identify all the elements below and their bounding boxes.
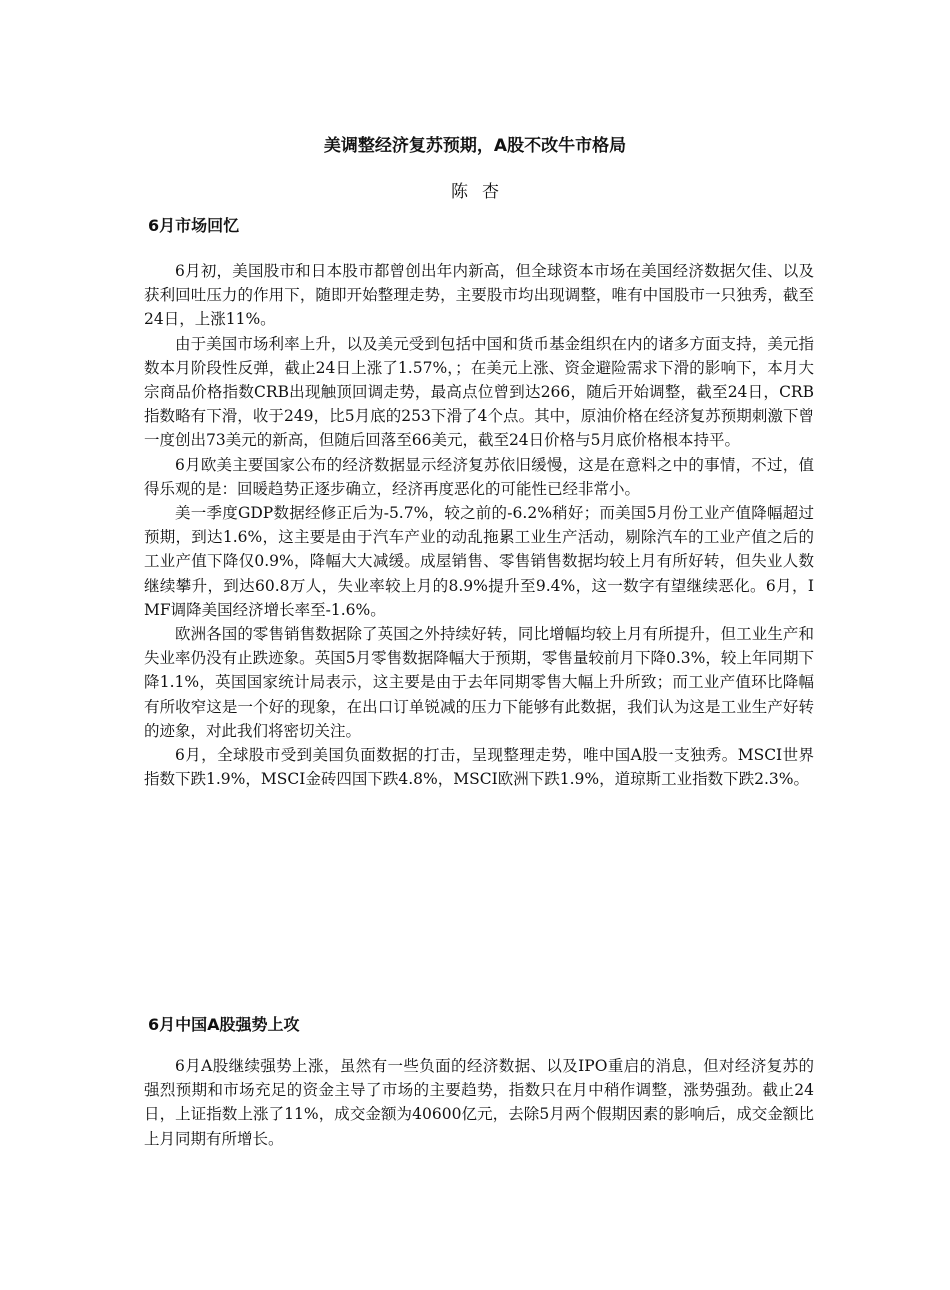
paragraph: 欧洲各国的零售销售数据除了英国之外持续好转，同比增幅均较上月有所提升，但工业生产和失业率仍没有止跌迹象。英国5月零售数据降幅大于预期，零售量较前月下降0.3%，较上年同期下降1.1%，英国国家统计局表示，这主要是由于去年同期零售大幅上升所致；而工业产值环比降幅有所收窄这是一个好的现象，在出口订单锐减的压力下能够有此数据，我们认为这是工业生产好转的迹象，对此我们将密切关注。 xyxy=(144,625,814,740)
paragraph: 6月欧美主要国家公布的经济数据显示经济复苏依旧缓慢，这是在意料之中的事情，不过，值得乐观的是：回暖趋势正逐步确立，经济再度恶化的可能性已经非常小。 xyxy=(144,455,814,498)
paragraph: 6月初，美国股市和日本股市都曾创出年内新高，但全球资本市场在美国经济数据欠佳、以及获利回吐压力的作用下，随即开始整理走势，主要股市均出现调整，唯有中国股市一只独秀，截至24日，上涨11%。 xyxy=(144,262,814,329)
document-author: 陈杏 xyxy=(451,182,513,202)
paragraph: 6月，全球股市受到美国负面数据的打击，呈现整理走势，唯中国A股一支独秀。MSCI世界指数下跌1.9%，MSCI金砖四国下跌4.8%，MSCI欧洲下跌1.9%，道琼斯工业指数下跌2.3%。 xyxy=(144,746,814,789)
paragraph: 美一季度GDP数据经修正后为-5.7%，较之前的-6.2%稍好；而美国5月份工业产值降幅超过预期，到达1.6%，这主要是由于汽车产业的动乱拖累工业生产活动，剔除汽车的工业产值之后的工业产值下降仅0.9%，降幅大大减缓。成屋销售、零售销售数据均较上月有所好转，但失业人数继续攀升，到达60.8万人，失业率较上月的8.9%提升至9.4%，这一数字有望继续恶化。6月，IMF调降美国经济增长率至-1.6%。 xyxy=(144,504,814,619)
paragraph: 6月A股继续强势上涨，虽然有一些负面的经济数据、以及IPO重启的消息，但对经济复苏的强烈预期和市场充足的资金主导了市场的主要趋势，指数只在月中稍作调整，涨势强劲。截止24日，上证指数上涨了11%，成交金额为40600亿元，去除5月两个假期因素的影响后，成交金额比上月同期有所增长。 xyxy=(144,1057,814,1148)
paragraph: 由于美国市场利率上升，以及美元受到包括中国和货币基金组织在内的诸多方面支持，美元指数本月阶段性反弹，截止24日上涨了1.57%，；在美元上涨、资金避险需求下滑的影响下，本月大宗商品价格指数CRB出现触顶回调走势，最高点位曾到达266，随后开始调整，截至24日，CRB指数略有下滑，收于249，比5月底的253下滑了4个点。其中，原油价格在经济复苏预期刺激下曾一度创出73美元的新高，但随后回落至66美元，截至24日价格与5月底价格根本持平。 xyxy=(144,334,814,450)
section-heading-a-share-rally: 6月中国A股强势上攻 xyxy=(148,1015,300,1034)
section-body-market-review xyxy=(144,259,814,791)
document-title: 美调整经济复苏预期，A股不改牛市格局 xyxy=(323,136,627,156)
section-heading-market-review: 6月市场回忆 xyxy=(148,216,240,235)
section-body-a-share-rally xyxy=(144,1054,814,1151)
